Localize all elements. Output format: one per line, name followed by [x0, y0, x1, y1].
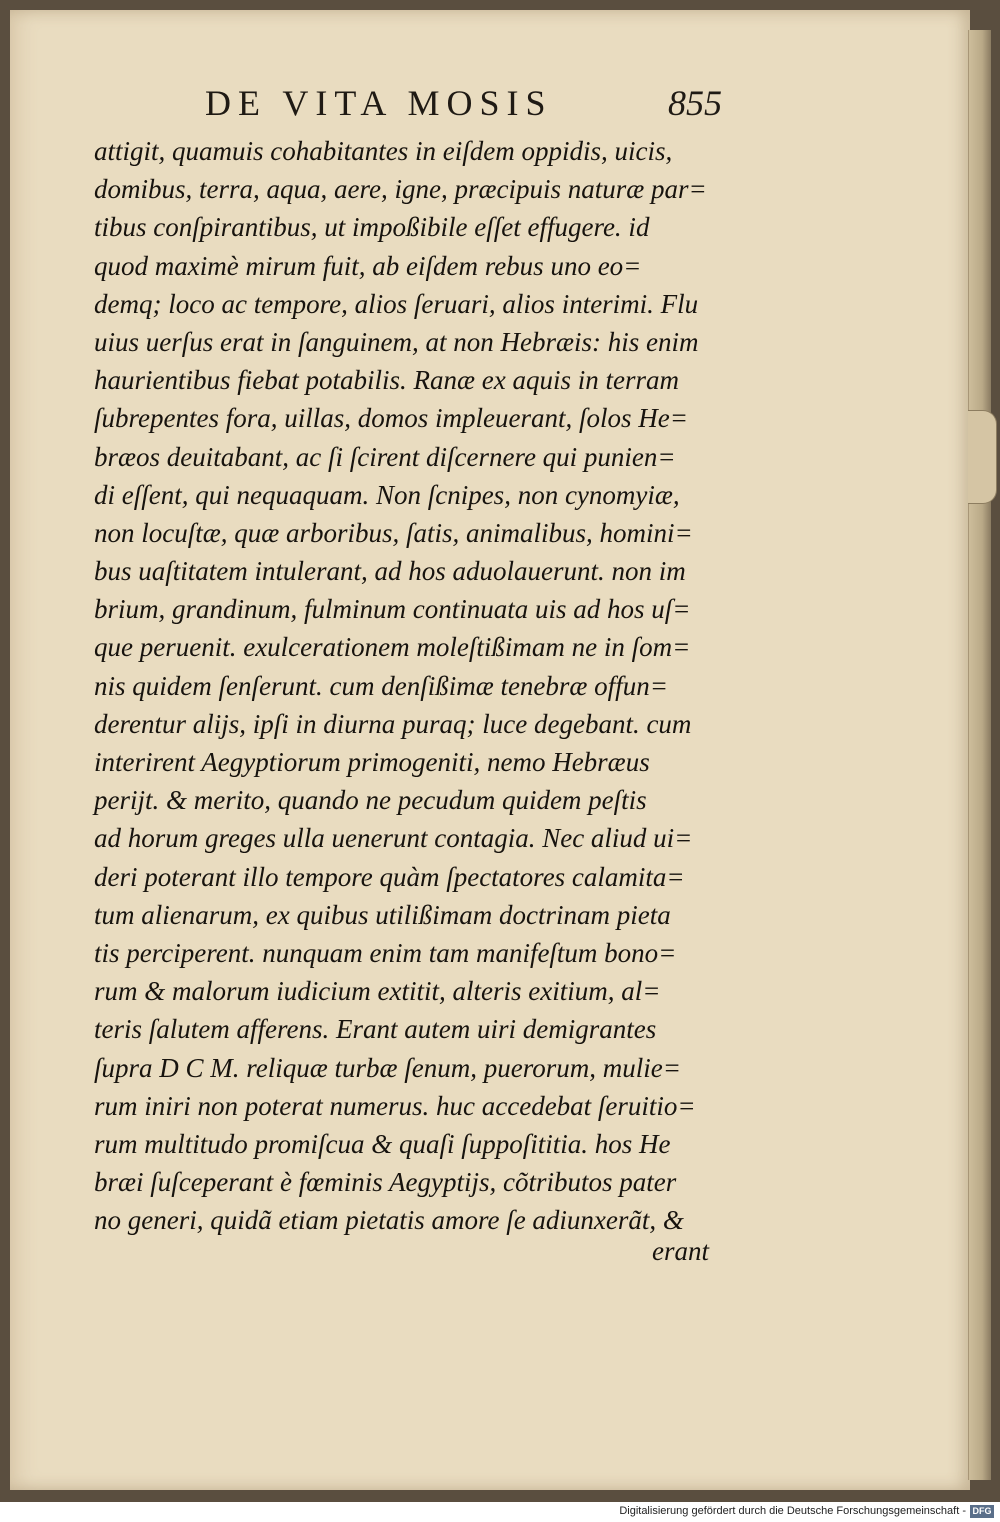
text-line: ſubrepentes fora, uillas, domos impleuerant, ſolos He= — [94, 403, 688, 434]
text-line: di eſſent, qui nequaquam. Non ſcnipes, non cynomyiæ, — [94, 479, 680, 510]
footer-credit: Digitalisierung gefördert durch die Deutsche Forschungsgemeinschaft - — [619, 1505, 966, 1517]
text-line: que peruenit. exulcerationem moleſtißimam ne in ſom= — [94, 632, 691, 663]
page-number: 855 — [668, 83, 722, 123]
text-line: derentur alijs, ipſi in diurna puraq; luce degebant. cum — [94, 708, 692, 739]
text-line: demq; loco ac tempore, alios ſeruari, alios interimi. Flu — [94, 288, 699, 319]
text-line: nis quidem ſenſerunt. cum denſißimæ tenebræ offun= — [94, 670, 668, 701]
text-line: ad horum greges ulla uenerunt contagia. Nec aliud ui= — [94, 823, 693, 854]
text-line: uius uerſus erat in ſanguinem, at non Hebræis: his enim — [94, 326, 699, 357]
text-line: attigit, quamuis cohabitantes in eiſdem oppidis, uicis, — [94, 136, 673, 166]
text-line: domibus, terra, aqua, aere, igne, præcipuis naturæ par= — [94, 174, 707, 205]
text-line: brium, grandinum, fulminum continuata uis ad hos uſ= — [94, 594, 691, 625]
text-line: tibus conſpirantibus, ut impoßibile eſſet effugere. id — [94, 212, 650, 243]
catchword: erant — [652, 1236, 709, 1266]
footer — [0, 1502, 1000, 1522]
text-line: rum & malorum iudicium extitit, alteris exitium, al= — [94, 976, 661, 1007]
page-tab — [968, 410, 997, 504]
page-edge — [968, 30, 991, 1480]
dfg-logo: DFG — [970, 1505, 994, 1518]
text-line: tum alienarum, ex quibus utilißimam doctrinam pieta — [94, 899, 671, 930]
text-line: ſupra D C M. reliquæ turbæ ſenum, puerorum, mulie= — [94, 1052, 681, 1083]
text-line: non locuſtæ, quæ arboribus, ſatis, animalibus, homini= — [94, 517, 693, 548]
text-line: teris ſalutem afferens. Erant autem uiri demigrantes — [94, 1014, 657, 1045]
text-block — [94, 132, 744, 1239]
text-line: bræi ſuſceperant è fœminis Aegyptijs, cõtributos pater — [94, 1167, 677, 1198]
text-line: perijt. & merito, quando ne pecudum quidem peſtis — [94, 785, 647, 816]
text-line: haurientibus fiebat potabilis. Ranæ ex aquis in terram — [94, 365, 679, 396]
text-line: bræos deuitabant, ac ſi ſcirent diſcernere qui punien= — [94, 441, 676, 472]
text-line: tis perciperent. nunquam enim tam manifeſtum bono= — [94, 937, 677, 968]
text-line: interirent Aegyptiorum primogeniti, nemo Hebræus — [94, 747, 650, 777]
running-head: DE VITA MOSIS — [205, 83, 553, 123]
text-line: rum iniri non poterat numerus. huc accedebat ſeruitio= — [94, 1090, 696, 1121]
text-line: rum multitudo promiſcua & quaſi ſuppoſititia. hos He — [94, 1128, 671, 1159]
text-line: no generi, quidã etiam pietatis amore ſe adiunxerãt, & — [94, 1205, 684, 1236]
text-line: quod maximè mirum fuit, ab eiſdem rebus uno eo= — [94, 250, 642, 281]
text-line: deri poterant illo tempore quàm ſpectatores calamita= — [94, 861, 685, 892]
text-line: bus uaſtitatem intulerant, ad hos aduolauerunt. non im — [94, 556, 686, 587]
